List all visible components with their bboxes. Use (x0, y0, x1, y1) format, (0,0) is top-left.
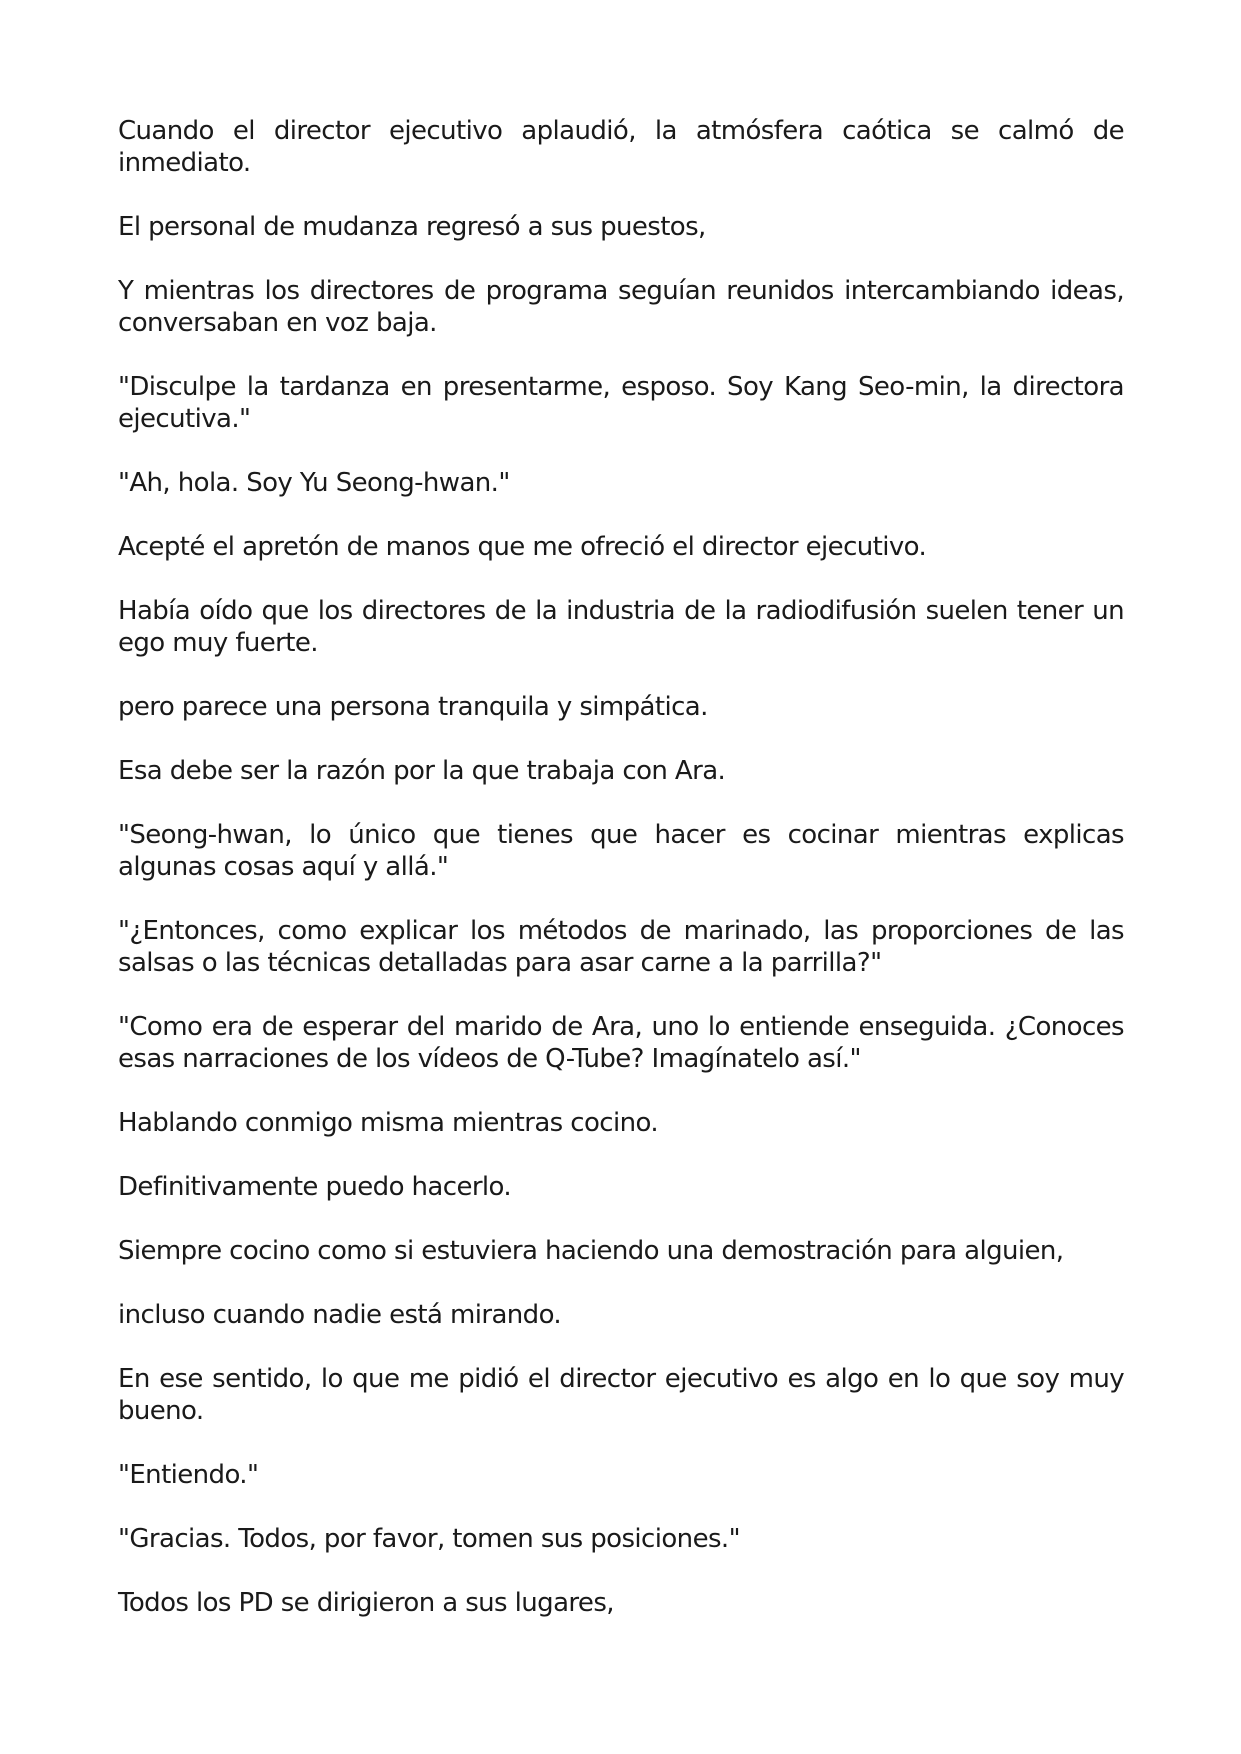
paragraph: incluso cuando nadie está mirando. (118, 1300, 562, 1330)
paragraph: Cuando el director ejecutivo aplaudió, la atmósfera caótica se calmó de inmediato. (118, 116, 1124, 178)
paragraph: Esa debe ser la razón por la que trabaja con Ara. (118, 756, 726, 786)
paragraph: pero parece una persona tranquila y simpática. (118, 692, 708, 722)
paragraph: "¿Entonces, como explicar los métodos de marinado, las proporciones de las salsas o las técnicas detalladas para asar carne a la parrilla?" (118, 916, 1124, 978)
paragraph: Siempre cocino como si estuviera haciendo una demostración para alguien, (118, 1236, 1064, 1266)
paragraph: "Ah, hola. Soy Yu Seong-hwan." (118, 468, 510, 498)
paragraph: Había oído que los directores de la industria de la radiodifusión suelen tener un ego muy fuerte. (118, 596, 1124, 658)
paragraph: "Como era de esperar del marido de Ara, uno lo entiende enseguida. ¿Conoces esas narraciones de los vídeos de Q-Tube? Imagínatelo así." (118, 1012, 1124, 1074)
paragraph: Todos los PD se dirigieron a sus lugares, (118, 1588, 614, 1618)
paragraph: "Seong-hwan, lo único que tienes que hacer es cocinar mientras explicas algunas cosas aquí y allá." (118, 820, 1124, 882)
paragraph: En ese sentido, lo que me pidió el director ejecutivo es algo en lo que soy muy bueno. (118, 1364, 1124, 1426)
paragraph: Y mientras los directores de programa seguían reunidos intercambiando ideas, conversaban en voz baja. (118, 276, 1124, 338)
paragraph: "Entiendo." (118, 1460, 259, 1490)
paragraph: Acepté el apretón de manos que me ofreció el director ejecutivo. (118, 532, 927, 562)
paragraph: Definitivamente puedo hacerlo. (118, 1172, 512, 1202)
paragraph: "Gracias. Todos, por favor, tomen sus posiciones." (118, 1524, 740, 1554)
paragraph: Hablando conmigo misma mientras cocino. (118, 1108, 658, 1138)
paragraph: "Disculpe la tardanza en presentarme, esposo. Soy Kang Seo-min, la directora ejecutiva." (118, 372, 1124, 434)
paragraph: El personal de mudanza regresó a sus puestos, (118, 212, 706, 242)
